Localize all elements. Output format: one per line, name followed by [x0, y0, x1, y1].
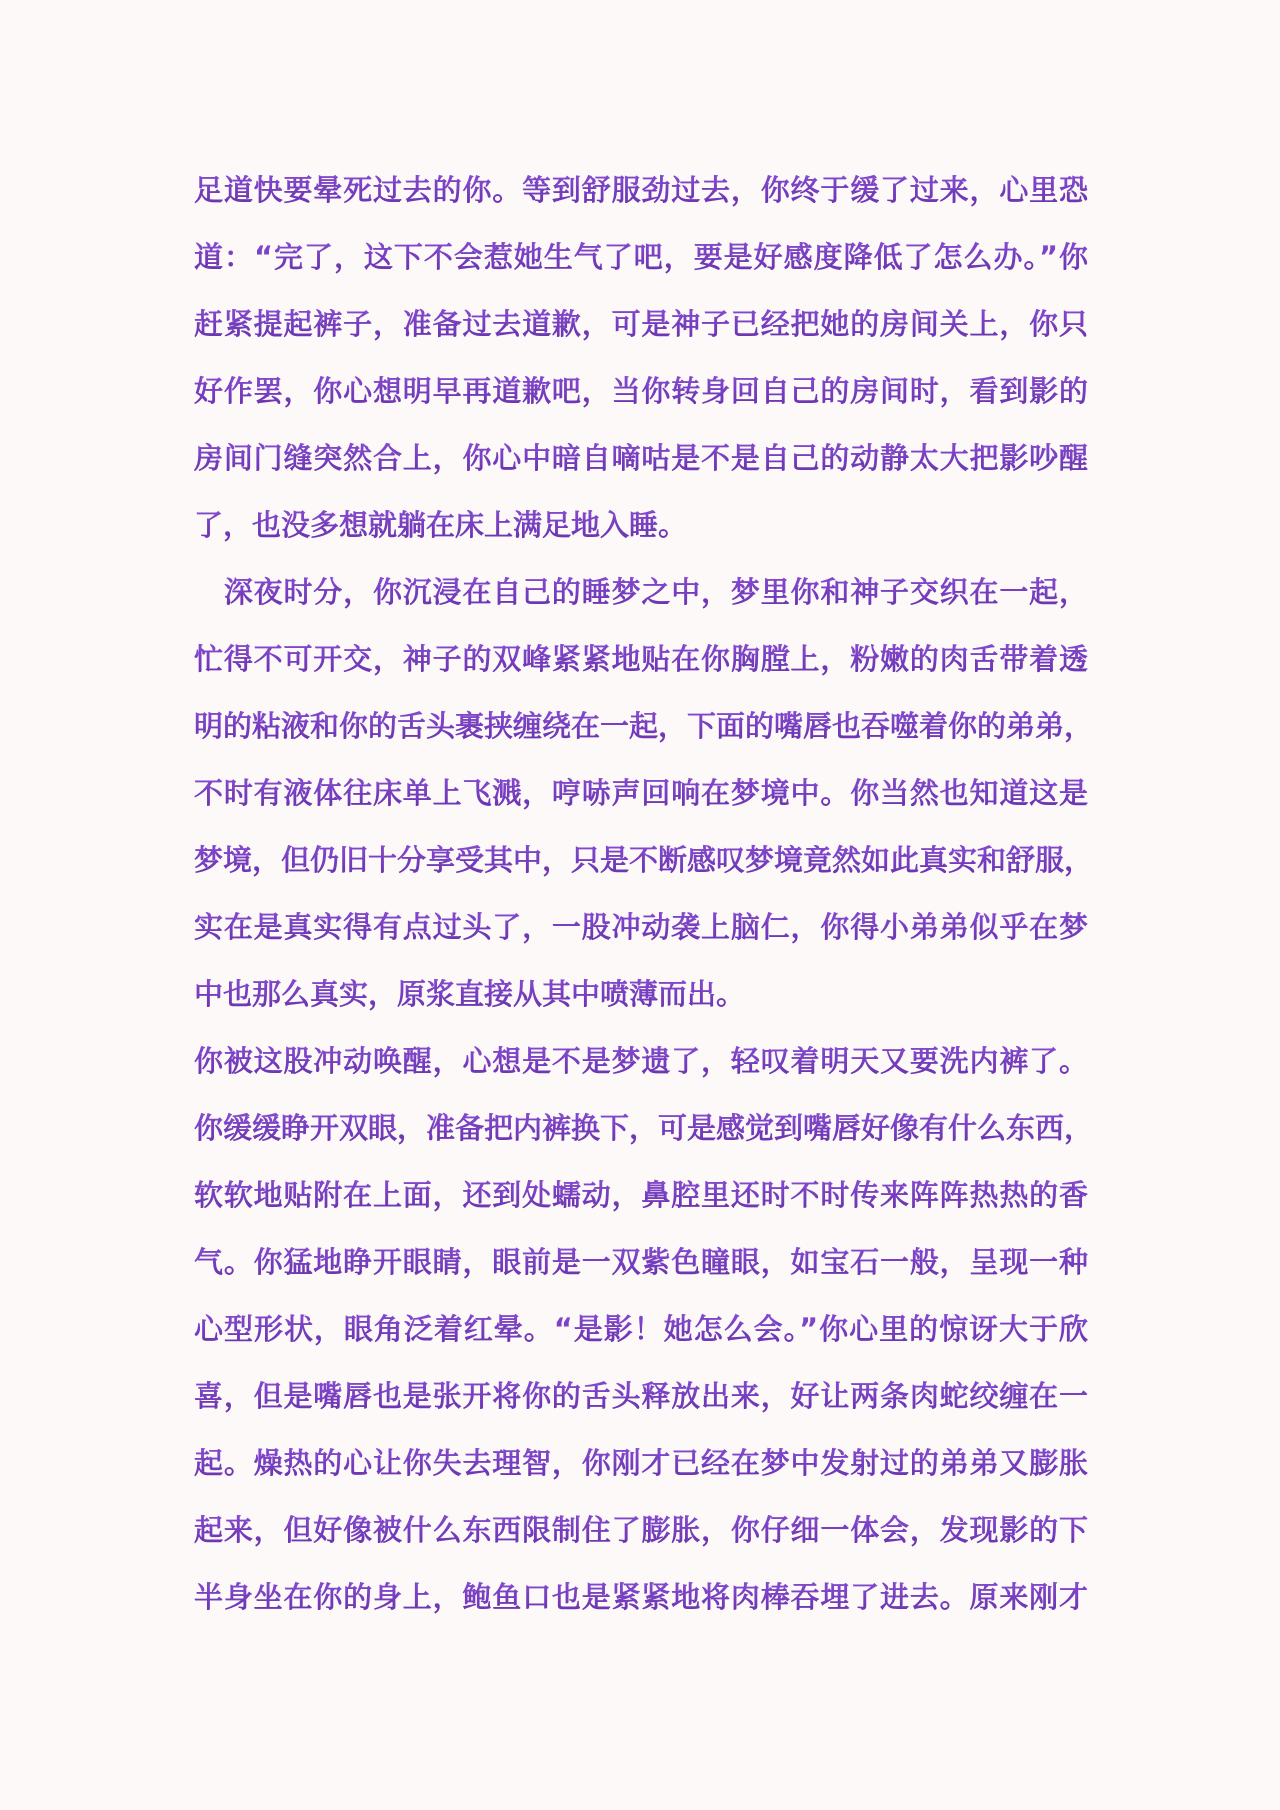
text-line: 软软地贴附在上面，还到处蠕动，鼻腔里还时不时传来阵阵热热的香 [194, 1173, 1088, 1240]
text-line: 明的粘液和你的舌头裹挟缠绕在一起，下面的嘴唇也吞噬着你的弟弟， [194, 704, 1088, 771]
text-line: 好作罢，你心想明早再道歉吧，当你转身回自己的房间时，看到影的 [194, 369, 1088, 436]
text-line: 房间门缝突然合上，你心中暗自嘀咕是不是自己的动静太大把影吵醒 [194, 436, 1088, 503]
text-line: 道：“完了，这下不会惹她生气了吧，要是好感度降低了怎么办。”你 [194, 235, 1088, 302]
text-line: 起。燥热的心让你失去理智，你刚才已经在梦中发射过的弟弟又膨胀 [194, 1441, 1088, 1508]
text-line: 了，也没多想就躺在床上满足地入睡。 [194, 503, 1088, 570]
text-line: 气。你猛地睁开眼睛，眼前是一双紫色瞳眼，如宝石一般，呈现一种 [194, 1240, 1088, 1307]
text-line: 你被这股冲动唤醒，心想是不是梦遗了，轻叹着明天又要洗内裤了。 [194, 1039, 1088, 1106]
text-line: 不时有液体往床单上飞溅，哼哧声回响在梦境中。你当然也知道这是 [194, 771, 1088, 838]
document-body [194, 168, 1094, 1642]
text-line: 梦境，但仍旧十分享受其中，只是不断感叹梦境竟然如此真实和舒服， [194, 838, 1088, 905]
text-line: 你缓缓睁开双眼，准备把内裤换下，可是感觉到嘴唇好像有什么东西， [194, 1106, 1088, 1173]
text-line: 起来，但好像被什么东西限制住了膨胀，你仔细一体会，发现影的下 [194, 1508, 1088, 1575]
text-line: 深夜时分，你沉浸在自己的睡梦之中，梦里你和神子交织在一起， [194, 570, 1088, 637]
text-line: 喜，但是嘴唇也是张开将你的舌头释放出来，好让两条肉蛇绞缠在一 [194, 1374, 1088, 1441]
text-line: 足道快要晕死过去的你。等到舒服劲过去，你终于缓了过来，心里恐 [194, 168, 1088, 235]
text-line: 中也那么真实，原浆直接从其中喷薄而出。 [194, 972, 1088, 1039]
text-line: 心型形状，眼角泛着红晕。“是影！她怎么会。”你心里的惊讶大于欣 [194, 1307, 1088, 1374]
text-line: 忙得不可开交，神子的双峰紧紧地贴在你胸膛上，粉嫩的肉舌带着透 [194, 637, 1088, 704]
text-line: 赶紧提起裤子，准备过去道歉，可是神子已经把她的房间关上，你只 [194, 302, 1088, 369]
text-line: 实在是真实得有点过头了，一股冲动袭上脑仁，你得小弟弟似乎在梦 [194, 905, 1088, 972]
text-line: 半身坐在你的身上，鲍鱼口也是紧紧地将肉棒吞埋了进去。原来刚才 [194, 1575, 1088, 1642]
